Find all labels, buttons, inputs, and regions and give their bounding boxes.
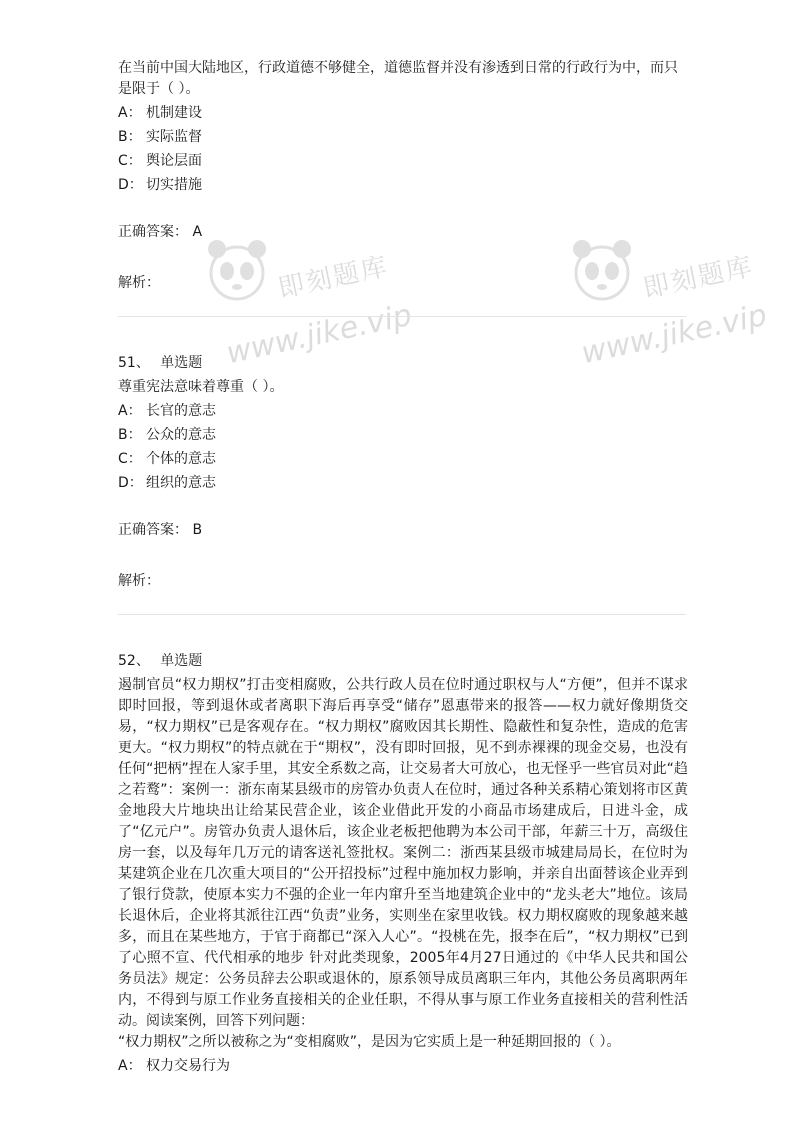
option-key: A：: [118, 1058, 142, 1074]
option-key: A：: [118, 105, 142, 121]
answer-value: A: [192, 224, 203, 240]
option-a[interactable]: [118, 103, 688, 124]
correct-answer: [118, 520, 688, 541]
question-type: 单选题: [160, 355, 203, 371]
question-text: “权力期权”之所以被称之为“变相腐败”，是因为它实质上是一种延期回报的（ ）。: [118, 1034, 621, 1050]
option-key: C：: [118, 451, 142, 467]
option-text: 组织的意志: [146, 475, 216, 491]
analysis-label: 解析：: [118, 275, 160, 291]
option-key: D：: [118, 177, 143, 193]
question-text: 尊重宪法意味着尊重（ ）。: [118, 379, 284, 395]
option-b[interactable]: [118, 425, 688, 446]
question-text: 在当前中国大陆地区，行政道德不够健全，道德监督并没有渗透到日常的行政行为中，而只是限于（ ）。: [118, 60, 678, 97]
option-a[interactable]: [118, 401, 688, 422]
option-b[interactable]: [118, 127, 688, 148]
question-number: 51、: [118, 355, 150, 371]
option-d[interactable]: [118, 473, 688, 494]
question-header: [118, 353, 688, 374]
question-number: 52、: [118, 653, 150, 669]
divider: [118, 614, 686, 615]
page-content: [118, 58, 688, 1077]
option-text: 公众的意志: [146, 427, 216, 443]
option-text: 机制建设: [146, 105, 202, 121]
correct-answer: [118, 222, 688, 243]
option-d[interactable]: [118, 175, 688, 196]
option-c[interactable]: [118, 449, 688, 470]
option-text: 切实措施: [146, 177, 202, 193]
option-text: 个体的意志: [146, 451, 216, 467]
option-text: 舆论层面: [146, 153, 202, 169]
option-key: C：: [118, 153, 142, 169]
question-51: [118, 353, 688, 615]
watermark-url: www.jike.vip: [223, 297, 415, 372]
option-a[interactable]: [118, 1056, 688, 1077]
case-text: 遏制官员“权力期权”打击变相腐败，公共行政人员在位时通过职权与人“方便”，但并不谋求即时回报，等到退休或者离职下海后再享受“储存”恩惠带来的报答——权力就好像期货交易，“权力期权”已是客观存在。“权力期权”腐败因其长期性、隐蔽性和复杂性，造成的危害更大。“权力期权”的特点就在于“期权”，没有即时回报，见不到赤裸裸的现金交易，也没有任何“把柄”捏在人家手里，其安全系数之高，让交易者大可放心，也无怪乎一些官员对此“趋之若鹜”：案例一：浙东南某县级市的房管办负责人在位时，通过各种关系精心策划将市区黄金地段大片地块出让给某民营企业，该企业借此开发的小商品市场建成后，日进斗金，成了“亿元户”。房管办负责人退休后，该企业老板把他聘为本公司干部，年薪三十万，高级住房一套，以及每年几万元的请客送礼签批权。案例二：浙西某县级市城建局局长，在位时为某建筑企业在几次重大项目的“公开招投标”过程中施加权力影响，并亲自出面替该企业弄到了银行贷款，使原本实力不强的企业一年内窜升至当地建筑企业中的“龙头老大”地位。该局长退休后，企业将其派往江西“负责”业务，实则坐在家里收钱。权力期权腐败的现象越来越多，而且在某些地方，于官于商都已“深入人心”。“投桃在先，报李在后”，“权力期权”已到了心照不宣、代代相承的地步 针对此类现象，2005年4月27日通过的《中华人民共和国公务员法》规定：公务员辞去公职或退休的，原系领导成员离职三年内，其他公务员离职两年内，不得到与原工作业务直接相关的企业任职，不得从事与原工作业务直接相关的营利性活动。阅读案例，回答下列问题：: [118, 677, 688, 1029]
watermark-brand: 即刻题库: [275, 251, 392, 305]
watermark-brand: 即刻题库: [640, 251, 757, 305]
option-c[interactable]: [118, 151, 688, 172]
divider: [118, 316, 686, 317]
option-text: 长官的意志: [146, 403, 216, 419]
question-type: 单选题: [160, 653, 203, 669]
question-50: [118, 58, 688, 317]
question-52: [118, 651, 688, 1077]
answer-value: B: [192, 522, 203, 538]
option-key: D：: [118, 475, 143, 491]
answer-label: 正确答案：: [118, 224, 188, 240]
option-key: A：: [118, 403, 142, 419]
option-key: B：: [118, 427, 142, 443]
question-header: [118, 651, 688, 672]
analysis-label: 解析：: [118, 573, 160, 589]
answer-label: 正确答案：: [118, 522, 188, 538]
option-text: 权力交易行为: [146, 1058, 230, 1074]
watermark-url: www.jike.vip: [578, 297, 770, 372]
option-text: 实际监督: [146, 129, 202, 145]
option-key: B：: [118, 129, 142, 145]
